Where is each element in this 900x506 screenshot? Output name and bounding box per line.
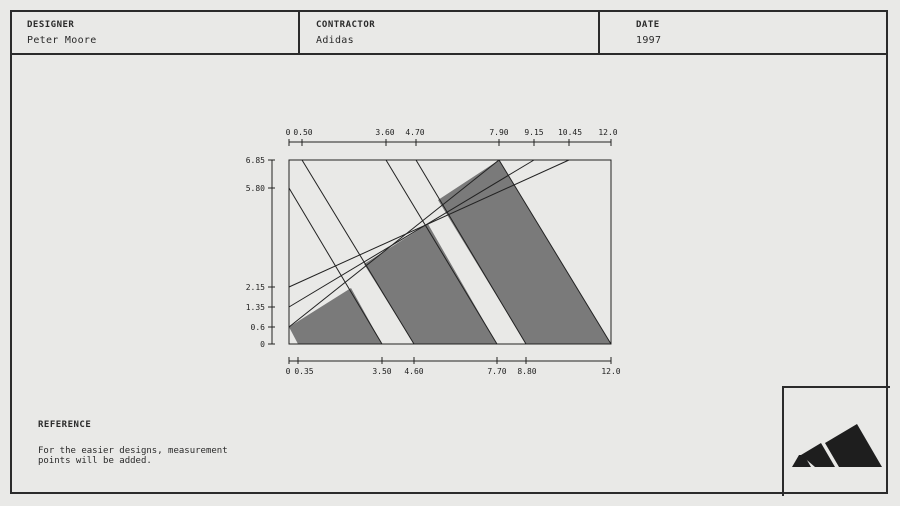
top-tick-label: 7.90 — [489, 128, 509, 137]
bottom-tick-label: 3.50 — [372, 367, 392, 376]
top-tick-label: 3.60 — [375, 128, 395, 137]
left-tick-label: 2.15 — [245, 283, 265, 292]
left-tick-label: 6.85 — [245, 156, 265, 165]
top-tick-label: 4.70 — [405, 128, 425, 137]
left-tick-label: 0 — [260, 340, 265, 349]
reference-text: For the easier designs, measurement points will be added. — [38, 446, 228, 466]
top-tick-label: 0.50 — [293, 128, 313, 137]
bottom-tick-label: 0 — [285, 367, 291, 376]
bottom-tick-label: 12.0 — [601, 367, 621, 376]
bottom-tick-label: 0.35 — [294, 367, 314, 376]
left-tick-label: 0.6 — [250, 323, 265, 332]
date-value: 1997 — [636, 35, 662, 46]
contractor-label: CONTRACTOR — [316, 20, 376, 30]
reference-title: REFERENCE — [38, 420, 92, 430]
bottom-tick-label: 8.80 — [517, 367, 537, 376]
left-tick-label: 5.80 — [245, 184, 265, 193]
top-tick-label: 0 — [285, 128, 291, 137]
top-tick-label: 10.45 — [557, 128, 583, 137]
contractor-value: Adidas — [316, 35, 354, 46]
left-tick-label: 1.35 — [245, 303, 265, 312]
bottom-tick-label: 4.60 — [404, 367, 424, 376]
designer-value: Peter Moore — [27, 35, 97, 46]
bottom-tick-label: 7.70 — [487, 367, 507, 376]
top-tick-label: 9.15 — [524, 128, 544, 137]
designer-label: DESIGNER — [27, 20, 75, 30]
top-tick-label: 12.0 — [598, 128, 618, 137]
date-label: DATE — [636, 20, 660, 30]
